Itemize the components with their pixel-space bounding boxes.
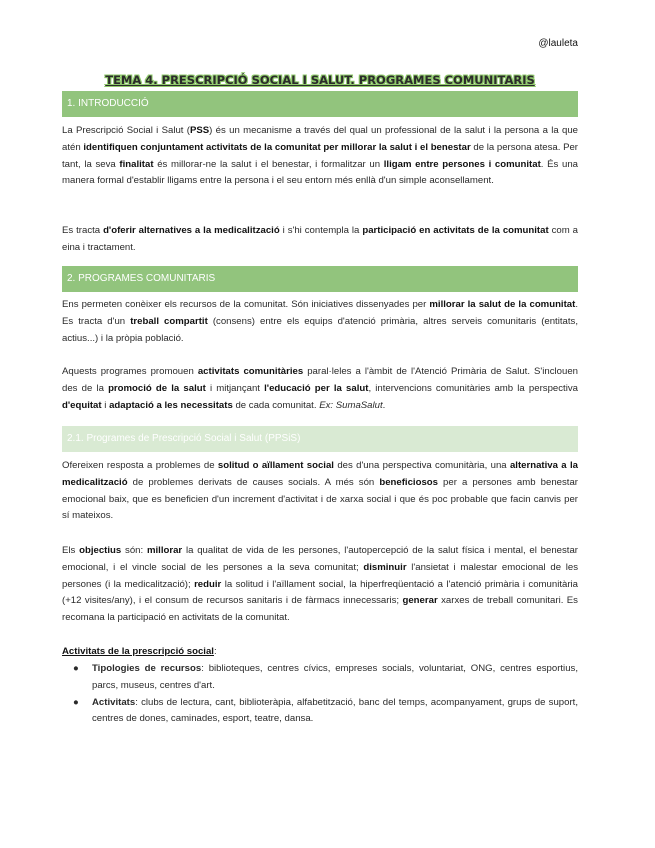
ppsis-paragraph-1: Ofereixen resposta a problemes de solitud o aïllament social des d'una perspectiva comunitària, una alternativa a la medicalització de problemes derivats de causes socials. A més són beneficiosos per a persones amb benestar emocional baix, que es beneficien d'un increment d'activitat i de xarxa social i que és poc probable que facin canvis per sí mateixos. xyxy=(62,460,578,522)
list-item: ● Activitats: clubs de lectura, cant, biblioteràpia, alfabetització, banc del temps, acompanyament, grups de suport, centres de dones, caminades, esport, teatre, dansa. xyxy=(73,696,578,725)
section-heading-programes: 2. PROGRAMES COMUNITARIS xyxy=(62,266,578,292)
list-item: ● Tipologies de recursos: biblioteques, centres cívics, empreses socials, voluntariat, ONG, centres esportius, parcs, museus, centres d'art. xyxy=(73,663,578,691)
bullet-icon: ● xyxy=(73,696,79,708)
programes-paragraph-1: Ens permeten conèixer els recursos de la comunitat. Són iniciatives dissenyades per millorar la salut de la comunitat. Es tracta d'un treball compartit (consens) entre els equips d'atenció primària, altres serveis comunitaris (entitats, actius...) i la pròpia població. xyxy=(62,299,578,344)
section-heading-introduccio: 1. INTRODUCCIÓ xyxy=(62,91,578,117)
author-handle: @lauleta xyxy=(538,38,578,49)
ppsis-paragraph-objectius: Els objectius són: millorar la qualitat de vida de les persones, l'autopercepció de la salut física i mental, el benestar emocional, i el vincle social de les persones a la seva comunitat; disminuir l'ansietat i malestar emocional de les persones (i la medicalització); reduir la solitud i l'aïllament social, la hiperfreqüentació a l'atenció primària i comunitària (+12 visites/any), i el consum de recursos sanitaris i de fàrmacs innecessaris; generar xarxes de treball comunitari. Es recomana la participació en activitats de la comunitat. xyxy=(62,545,579,624)
activitats-list-title: Activitats de la prescripció social: xyxy=(62,646,217,657)
bullet-icon: ● xyxy=(73,663,79,674)
intro-paragraph-2: Es tracta d'oferir alternatives a la medicalització i s'hi contempla la participació en activitats de la comunitat com a eina i tractament. xyxy=(62,225,578,253)
intro-paragraph-1: La Prescripció Social i Salut (PSS) és un mecanisme a través del qual un professional de la salut i la persona a la que atén identifiquen conjuntament activitats de la comunitat per millorar la salut i el benestar de la persona atesa. Per tant, la seva finalitat és millorar-ne la salut i el benestar, i formalitzar un lligam entre persones i comunitat. És una manera formal d'establir lligams entre la persona i el seu entorn més enllà d'un simple aconsellament. xyxy=(62,125,578,187)
subsection-heading-ppsis: 2.1. Programes de Prescripció Social i Salut (PPSiS) xyxy=(62,426,578,452)
document-title: TEMA 4. PRESCRIPCIÓ SOCIAL I SALUT. PROGRAMES COMUNITARIS xyxy=(105,73,535,87)
activitats-list xyxy=(62,661,578,728)
programes-paragraph-2: Aquests programes promouen activitats comunitàries paral·leles a l'àmbit de l'Atenció Primària de Salut. S'inclouen des de la promoció de la salut i mitjançant l'educació per la salut, intervencions comunitàries amb la perspectiva d'equitat i adaptació a les necessitats de cada comunitat. Ex: SumaSalut. xyxy=(62,366,578,411)
